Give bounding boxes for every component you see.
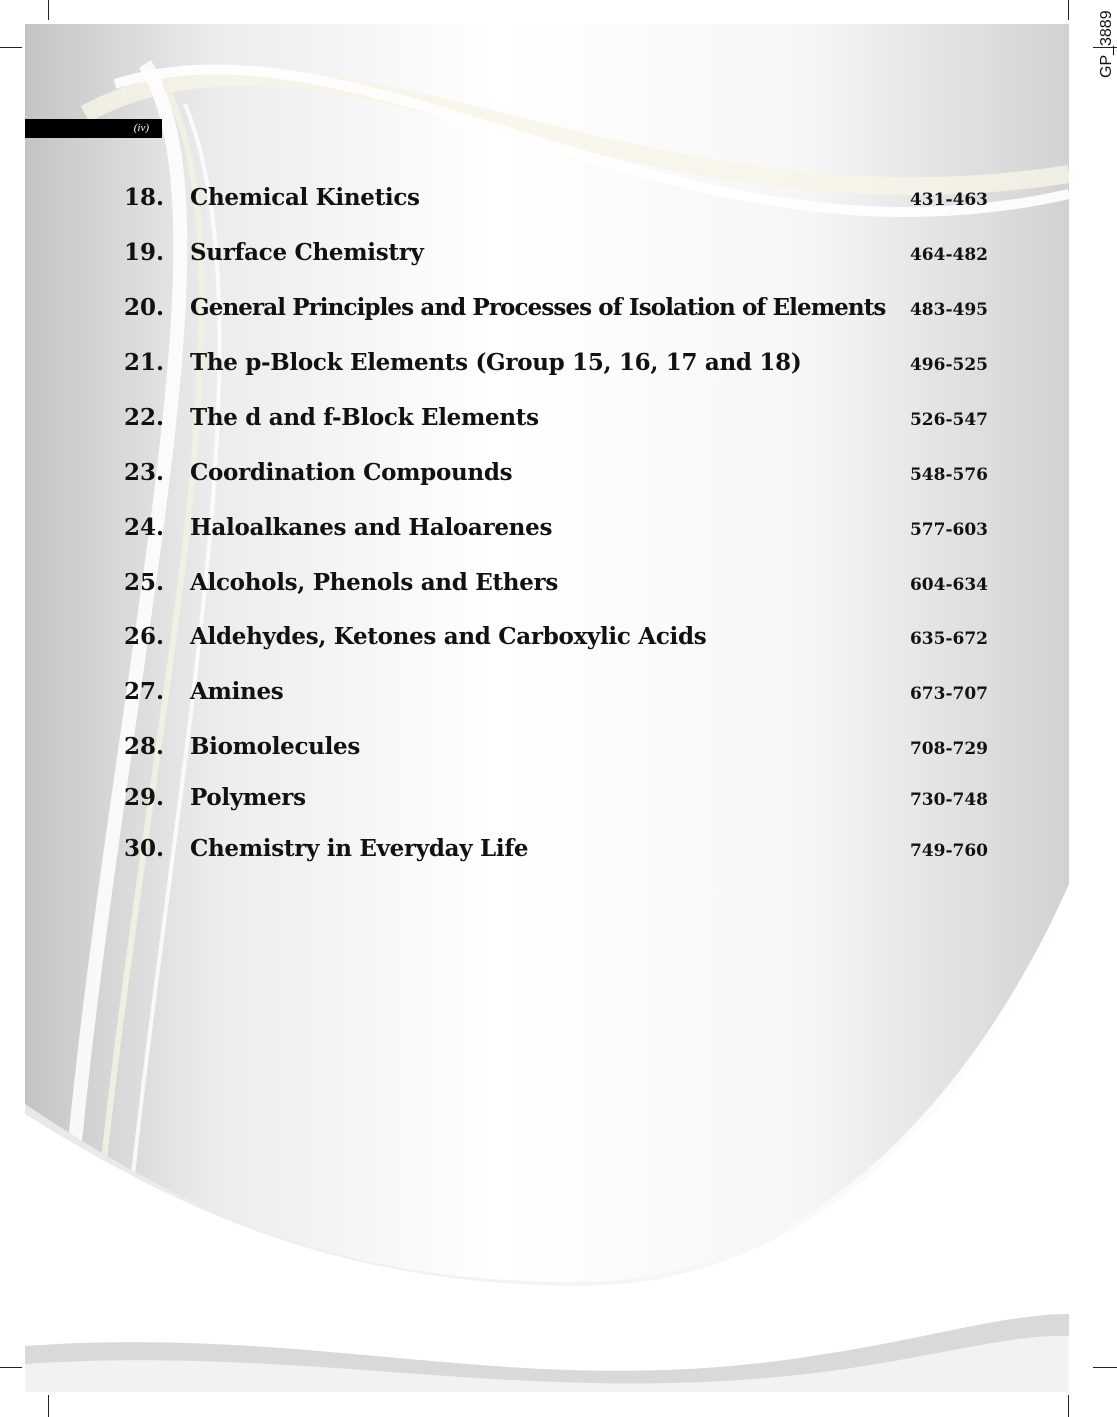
- page-range: 496-525: [909, 355, 988, 375]
- chapter-title[interactable]: General Principles and Processes of Isolation of Elements: [190, 294, 886, 321]
- chapter-number: 21.: [124, 349, 165, 376]
- chapter-title[interactable]: Alcohols, Phenols and Ethers: [190, 569, 558, 596]
- toc-row[interactable]: [124, 568, 988, 598]
- page-range: 464-482: [909, 245, 988, 265]
- page-range: 708-729: [909, 739, 988, 759]
- chapter-title[interactable]: Coordination Compounds: [190, 459, 513, 486]
- toc-row[interactable]: [124, 238, 988, 268]
- chapter-number: 19.: [124, 239, 165, 266]
- crop-mark: [48, 1395, 49, 1417]
- chapter-title[interactable]: Biomolecules: [190, 733, 361, 760]
- chapter-title[interactable]: Amines: [190, 678, 284, 705]
- toc-row[interactable]: [124, 834, 988, 864]
- toc-row[interactable]: [124, 513, 988, 543]
- page-range: 749-760: [909, 841, 988, 861]
- crop-mark: [0, 47, 22, 48]
- page-number-tab: (iv): [25, 119, 162, 138]
- chapter-number: 29.: [124, 784, 165, 811]
- chapter-title[interactable]: Haloalkanes and Haloarenes: [190, 514, 553, 541]
- chapter-title[interactable]: Aldehydes, Ketones and Carboxylic Acids: [190, 623, 707, 650]
- toc-row[interactable]: [124, 458, 988, 488]
- toc-row[interactable]: [124, 348, 988, 378]
- toc-row[interactable]: [124, 293, 988, 323]
- crop-mark: [1068, 0, 1069, 20]
- page-range: 730-748: [909, 790, 988, 810]
- crop-mark: [0, 1367, 22, 1368]
- chapter-title[interactable]: Chemical Kinetics: [190, 184, 420, 211]
- chapter-title[interactable]: The p-Block Elements (Group 15, 16, 17 and 18): [190, 349, 802, 376]
- toc-row[interactable]: [124, 622, 988, 652]
- chapter-number: 23.: [124, 459, 165, 486]
- toc-row[interactable]: [124, 403, 988, 433]
- crop-mark: [48, 0, 49, 20]
- chapter-title[interactable]: The d and f-Block Elements: [190, 404, 539, 431]
- chapter-number: 22.: [124, 404, 165, 431]
- page-range: 431-463: [909, 190, 988, 210]
- toc-row[interactable]: [124, 732, 988, 762]
- chapter-number: 26.: [124, 623, 165, 650]
- chapter-number: 24.: [124, 514, 165, 541]
- page-range: 548-576: [909, 465, 988, 485]
- chapter-number: 20.: [124, 294, 165, 321]
- page-range: 526-547: [909, 410, 988, 430]
- side-code: GP_3889: [1098, 10, 1115, 78]
- crop-mark: [1068, 1395, 1069, 1417]
- chapter-title[interactable]: Surface Chemistry: [190, 239, 424, 266]
- chapter-number: 27.: [124, 678, 165, 705]
- page-range: 577-603: [909, 520, 988, 540]
- page-range: 673-707: [909, 684, 988, 704]
- toc-row[interactable]: [124, 783, 988, 813]
- chapter-title[interactable]: Polymers: [190, 784, 306, 811]
- chapter-number: 28.: [124, 733, 165, 760]
- chapter-number: 25.: [124, 569, 165, 596]
- page-range: 483-495: [909, 300, 988, 320]
- chapter-number: 18.: [124, 184, 165, 211]
- toc-row[interactable]: [124, 183, 988, 213]
- page-range: 604-634: [909, 575, 988, 595]
- page-range: 635-672: [909, 629, 988, 649]
- crop-mark: [1093, 1367, 1117, 1368]
- toc-row[interactable]: [124, 677, 988, 707]
- chapter-number: 30.: [124, 835, 165, 862]
- chapter-title[interactable]: Chemistry in Everyday Life: [190, 835, 529, 862]
